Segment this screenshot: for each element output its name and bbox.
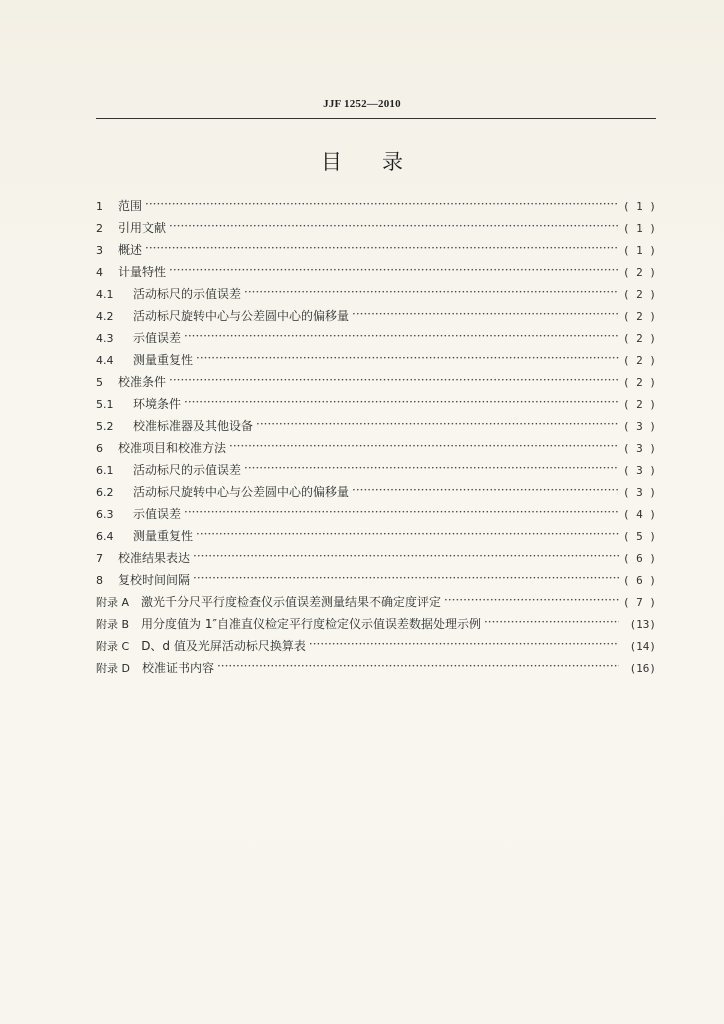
toc-entry-number: 附录 D [96,662,130,675]
toc-entry-number: 6.1 [96,464,114,477]
toc-entry-4-3 [96,327,656,349]
toc-entry-6-4 [96,525,656,547]
toc-entry-number: 6.2 [96,486,114,499]
toc-entry-label: D、d 值及光屏活动标尺换算表 [141,639,306,653]
toc-leader-dots [309,638,619,650]
toc-entry-appendix-d [96,657,656,679]
toc-entry-number: 5.1 [96,398,114,411]
toc-entry-page: ( 2 ) [622,376,656,389]
toc-entry-page: ( 3 ) [622,486,656,499]
toc-entry-label: 校准项目和校准方法 [118,441,227,455]
toc-leader-dots [217,660,619,672]
toc-entry-page: (13) [629,618,656,631]
toc-entry-appendix-c [96,635,656,657]
toc-entry-page: ( 2 ) [622,266,656,279]
toc-entry-appendix-b [96,613,656,635]
standard-code-header: JJF 1252—2010 [323,98,401,110]
toc-entry-number: 4 [96,266,103,279]
toc-entry-4-1 [96,283,656,305]
toc-entry-page: ( 6 ) [622,552,656,565]
toc-entry-page: ( 2 ) [622,288,656,301]
toc-leader-dots [169,374,619,386]
toc-entry-number: 7 [96,552,103,565]
toc-entry-6-2 [96,481,656,503]
toc-entry-number: 8 [96,574,103,587]
toc-leader-dots [196,528,619,540]
toc-entry-label: 激光千分尺平行度检查仪示值误差测量结果不确定度评定 [141,595,442,609]
toc-entry-2 [96,217,656,239]
toc-entry-label: 环境条件 [133,397,182,411]
header-rule [96,118,656,119]
toc-entry-label: 用分度值为 1″自准直仪检定平行度检定仪示值误差数据处理示例 [141,617,481,631]
toc-leader-dots [184,396,619,408]
toc-leader-dots [244,286,619,298]
toc-entry-page: ( 7 ) [622,596,656,609]
toc-entry-label: 活动标尺旋转中心与公差圆中心的偏移量 [133,309,350,323]
toc-leader-dots [193,550,619,562]
toc-entry-4 [96,261,656,283]
toc-leader-dots [256,418,619,430]
toc-entry-4-2 [96,305,656,327]
toc-entry-4-4 [96,349,656,371]
toc-entry-page: ( 4 ) [622,508,656,521]
toc-entry-label: 校准条件 [118,375,167,389]
toc-entry-number: 6 [96,442,103,455]
toc-entry-number: 4.2 [96,310,114,323]
toc-entry-number: 附录 C [96,640,130,653]
toc-leader-dots [352,308,619,320]
toc-leader-dots [352,484,619,496]
toc-leader-dots [229,440,619,452]
toc-leader-dots [484,616,619,628]
toc-entry-number: 5.2 [96,420,114,433]
toc-entry-page: ( 1 ) [622,222,656,235]
toc-entry-number: 5 [96,376,103,389]
toc-entry-5-1 [96,393,656,415]
toc-entry-page: ( 2 ) [622,398,656,411]
toc-entry-number: 附录 A [96,596,130,609]
toc-entry-label: 活动标尺的示值误差 [133,463,242,477]
toc-entry-label: 活动标尺的示值误差 [133,287,242,301]
toc-entry-page: ( 6 ) [622,574,656,587]
toc-entry-3 [96,239,656,261]
toc-leader-dots [244,462,619,474]
toc-entry-5-2 [96,415,656,437]
toc-entry-page: (16) [629,662,656,675]
toc-entry-page: ( 3 ) [622,442,656,455]
toc-entry-6-1 [96,459,656,481]
toc-entry-label: 示值误差 [133,507,182,521]
toc-leader-dots [169,220,619,232]
toc-entry-8 [96,569,656,591]
toc-entry-page: ( 5 ) [622,530,656,543]
toc-entry-label: 概述 [118,243,143,257]
toc-entry-label: 引用文献 [118,221,167,235]
toc-entry-7 [96,547,656,569]
table-of-contents [96,195,656,679]
toc-leader-dots [184,506,619,518]
toc-entry-number: 4.1 [96,288,114,301]
toc-leader-dots [184,330,619,342]
toc-entry-page: ( 3 ) [622,464,656,477]
toc-entry-label: 测量重复性 [133,353,194,367]
toc-entry-label: 测量重复性 [133,529,194,543]
toc-entry-label: 校准标准器及其他设备 [133,419,254,433]
toc-entry-number: 3 [96,244,103,257]
toc-entry-number: 2 [96,222,103,235]
toc-entry-page: ( 1 ) [622,244,656,257]
toc-entry-page: ( 1 ) [622,200,656,213]
toc-leader-dots [145,198,619,210]
toc-leader-dots [444,594,619,606]
toc-entry-appendix-a [96,591,656,613]
toc-entry-number: 6.3 [96,508,114,521]
toc-leader-dots [196,352,619,364]
toc-entry-number: 4.4 [96,354,114,367]
toc-entry-6-3 [96,503,656,525]
toc-entry-label: 示值误差 [133,331,182,345]
toc-entry-label: 复校时间间隔 [118,573,191,587]
toc-leader-dots [169,264,619,276]
toc-entry-page: ( 2 ) [622,332,656,345]
toc-entry-6 [96,437,656,459]
toc-entry-number: 1 [96,200,103,213]
toc-entry-label: 计量特性 [118,265,167,279]
toc-entry-1 [96,195,656,217]
toc-entry-label: 校准结果表达 [118,551,191,565]
toc-entry-label: 活动标尺旋转中心与公差圆中心的偏移量 [133,485,350,499]
toc-entry-page: ( 3 ) [622,420,656,433]
toc-entry-number: 附录 B [96,618,130,631]
toc-leader-dots [193,572,619,584]
toc-entry-5 [96,371,656,393]
toc-entry-number: 4.3 [96,332,114,345]
toc-leader-dots [145,242,619,254]
toc-entry-label: 范围 [118,199,143,213]
toc-entry-number: 6.4 [96,530,114,543]
toc-title: 目录 [321,150,443,174]
toc-entry-page: ( 2 ) [622,310,656,323]
toc-entry-label: 校准证书内容 [141,661,214,675]
toc-entry-page: ( 2 ) [622,354,656,367]
toc-entry-page: (14) [629,640,656,653]
